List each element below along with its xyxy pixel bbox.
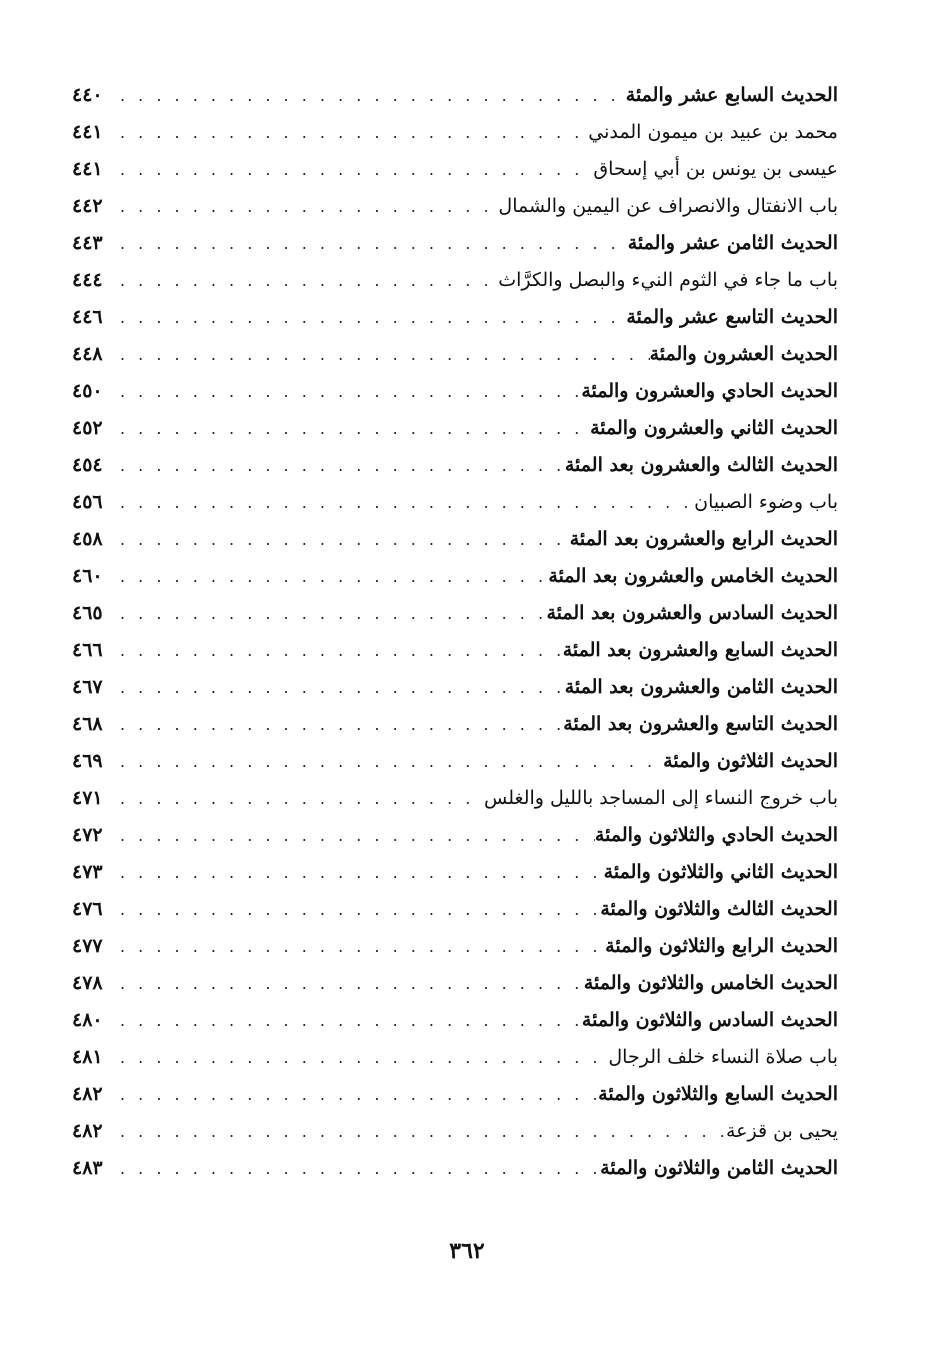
toc-entry-page: ٤٥٦	[72, 491, 103, 513]
toc-entry-title: الحديث السابع والثلاثون والمئة	[598, 1083, 838, 1105]
toc-entry-page: ٤٦٥	[72, 602, 103, 624]
dot-leader	[112, 743, 663, 780]
toc-entry-page: ٤٨١	[72, 1046, 103, 1068]
dot-leader	[112, 373, 581, 410]
dot-leader	[112, 669, 565, 706]
toc-entry	[72, 1002, 838, 1039]
dot-leader	[112, 891, 600, 928]
toc-entry-title: الحديث الرابع والعشرون بعد المئة	[569, 528, 838, 550]
toc-entry-title: عيسى بن يونس بن أبي إسحاق	[593, 158, 838, 180]
dot-leader	[112, 484, 694, 521]
toc-entry-page: ٤٤١	[72, 121, 103, 143]
toc-entry-page: ٤٤٣	[72, 232, 103, 254]
dot-leader	[112, 1113, 726, 1150]
toc-entry-page: ٤٦٠	[72, 565, 103, 587]
toc-entry-title: الحديث التاسع والعشرون بعد المئة	[563, 713, 838, 735]
toc-entry-page: ٤٨٠	[72, 1009, 103, 1031]
toc-entry-page: ٤٨٢	[72, 1083, 103, 1105]
toc-entry-page: ٤٤٢	[72, 195, 103, 217]
toc-entry-page: ٤٦٩	[72, 750, 103, 772]
toc-entry-page: ٤٧٣	[72, 861, 103, 883]
toc-entry	[72, 743, 838, 780]
toc-entry-title: الحديث السابع والعشرون بعد المئة	[562, 639, 838, 661]
toc-entry	[72, 188, 838, 225]
toc-entry	[72, 262, 838, 299]
toc-entry	[72, 891, 838, 928]
toc-entry-title: الحديث الخامس والعشرون بعد المئة	[548, 565, 838, 587]
dot-leader	[112, 1002, 582, 1039]
dot-leader	[112, 188, 498, 225]
toc-entry-title: الحديث الحادي والعشرون والمئة	[581, 380, 838, 402]
toc-entry-page: ٤٦٦	[72, 639, 103, 661]
toc-entry-page: ٤٦٧	[72, 676, 103, 698]
toc-entry-page: ٤٤٦	[72, 306, 103, 328]
dot-leader	[112, 521, 570, 558]
toc-entry-page: ٤٧٢	[72, 824, 103, 846]
toc-entry	[72, 595, 838, 632]
toc-entry-page: ٤٤٠	[72, 84, 103, 106]
table-of-contents	[72, 77, 838, 1187]
toc-entry-title: يحيى بن قزعة	[725, 1120, 838, 1142]
toc-entry-page: ٤٤٨	[72, 343, 103, 365]
toc-entry-page: ٤٥٨	[72, 528, 103, 550]
toc-entry	[72, 225, 838, 262]
dot-leader	[112, 780, 484, 817]
dot-leader	[112, 965, 584, 1002]
dot-leader	[112, 447, 565, 484]
toc-entry	[72, 410, 838, 447]
dot-leader	[112, 151, 593, 188]
toc-entry-title: الحديث الثالث والعشرون بعد المئة	[564, 454, 838, 476]
toc-entry-title: باب خروج النساء إلى المساجد بالليل والغلس	[484, 787, 838, 809]
toc-entry	[72, 928, 838, 965]
toc-entry-title: الحديث الثاني والعشرون والمئة	[590, 417, 838, 439]
toc-entry-title: الحديث الثالث والثلاثون والمئة	[600, 898, 838, 920]
toc-entry	[72, 817, 838, 854]
toc-entry-page: ٤٥٠	[72, 380, 103, 402]
toc-entry	[72, 558, 838, 595]
toc-entry-title: الحديث السادس والثلاثون والمئة	[581, 1009, 838, 1031]
toc-entry	[72, 484, 838, 521]
toc-entry-page: ٤٧٦	[72, 898, 103, 920]
toc-entry-title: باب ما جاء في الثوم النيء والبصل والكرَّاث	[498, 269, 838, 291]
toc-entry-title: الحديث العشرون والمئة	[649, 343, 838, 365]
page-number: ٣٦٢	[449, 1238, 485, 1264]
toc-entry-title: الحديث السابع عشر والمئة	[625, 84, 838, 106]
dot-leader	[112, 299, 626, 336]
toc-entry	[72, 1113, 838, 1150]
toc-entry-page: ٤٦٨	[72, 713, 103, 735]
dot-leader	[112, 632, 563, 669]
dot-leader	[112, 928, 605, 965]
dot-leader	[112, 1150, 600, 1187]
toc-entry	[72, 632, 838, 669]
dot-leader	[112, 77, 626, 114]
toc-entry	[72, 1076, 838, 1113]
toc-entry-title: الحديث التاسع عشر والمئة	[626, 306, 838, 328]
toc-entry	[72, 114, 838, 151]
toc-entry	[72, 151, 838, 188]
dot-leader	[112, 1039, 608, 1076]
toc-entry	[72, 373, 838, 410]
toc-entry	[72, 1039, 838, 1076]
toc-entry-title: باب صلاة النساء خلف الرجال	[608, 1046, 838, 1068]
toc-entry-page: ٤٥٤	[72, 454, 103, 476]
toc-entry	[72, 854, 838, 891]
toc-entry	[72, 780, 838, 817]
toc-entry-page: ٤٥٢	[72, 417, 103, 439]
toc-entry-title: الحديث الثاني والثلاثون والمئة	[603, 861, 838, 883]
toc-entry	[72, 706, 838, 743]
toc-entry	[72, 336, 838, 373]
toc-entry	[72, 77, 838, 114]
toc-entry-title: باب الانفتال والانصراف عن اليمين والشمال	[498, 195, 838, 217]
dot-leader	[112, 114, 588, 151]
toc-entry-title: الحديث الرابع والثلاثون والمئة	[605, 935, 838, 957]
toc-entry-page: ٤٧٨	[72, 972, 103, 994]
dot-leader	[112, 336, 650, 373]
toc-entry-title: محمد بن عبيد بن ميمون المدني	[588, 121, 838, 143]
dot-leader	[112, 225, 628, 262]
dot-leader	[112, 854, 604, 891]
toc-entry-title: الحديث الثامن والعشرون بعد المئة	[564, 676, 838, 698]
toc-entry-page: ٤٤١	[72, 158, 103, 180]
dot-leader	[112, 1076, 598, 1113]
dot-leader	[112, 410, 590, 447]
toc-entry-title: باب وضوء الصبيان	[694, 491, 838, 513]
toc-entry-page: ٤٤٤	[72, 269, 103, 291]
toc-entry-title: الحديث السادس والعشرون بعد المئة	[546, 602, 838, 624]
toc-entry	[72, 521, 838, 558]
toc-entry-page: ٤٧٧	[72, 935, 103, 957]
dot-leader	[112, 817, 595, 854]
toc-entry-page: ٤٧١	[72, 787, 103, 809]
toc-entry-title: الحديث الثامن والثلاثون والمئة	[600, 1157, 838, 1179]
toc-entry	[72, 1150, 838, 1187]
toc-entry-page: ٤٨٢	[72, 1120, 103, 1142]
toc-entry-title: الحديث الثلاثون والمئة	[663, 750, 838, 772]
toc-entry	[72, 447, 838, 484]
dot-leader	[112, 706, 563, 743]
toc-entry-page: ٤٨٣	[72, 1157, 103, 1179]
dot-leader	[112, 262, 498, 299]
toc-entry-title: الحديث الحادي والثلاثون والمئة	[594, 824, 838, 846]
toc-entry	[72, 965, 838, 1002]
toc-entry-title: الحديث الثامن عشر والمئة	[627, 232, 838, 254]
toc-entry-title: الحديث الخامس والثلاثون والمئة	[583, 972, 838, 994]
dot-leader	[112, 595, 546, 632]
toc-entry	[72, 669, 838, 706]
dot-leader	[112, 558, 548, 595]
toc-entry	[72, 299, 838, 336]
